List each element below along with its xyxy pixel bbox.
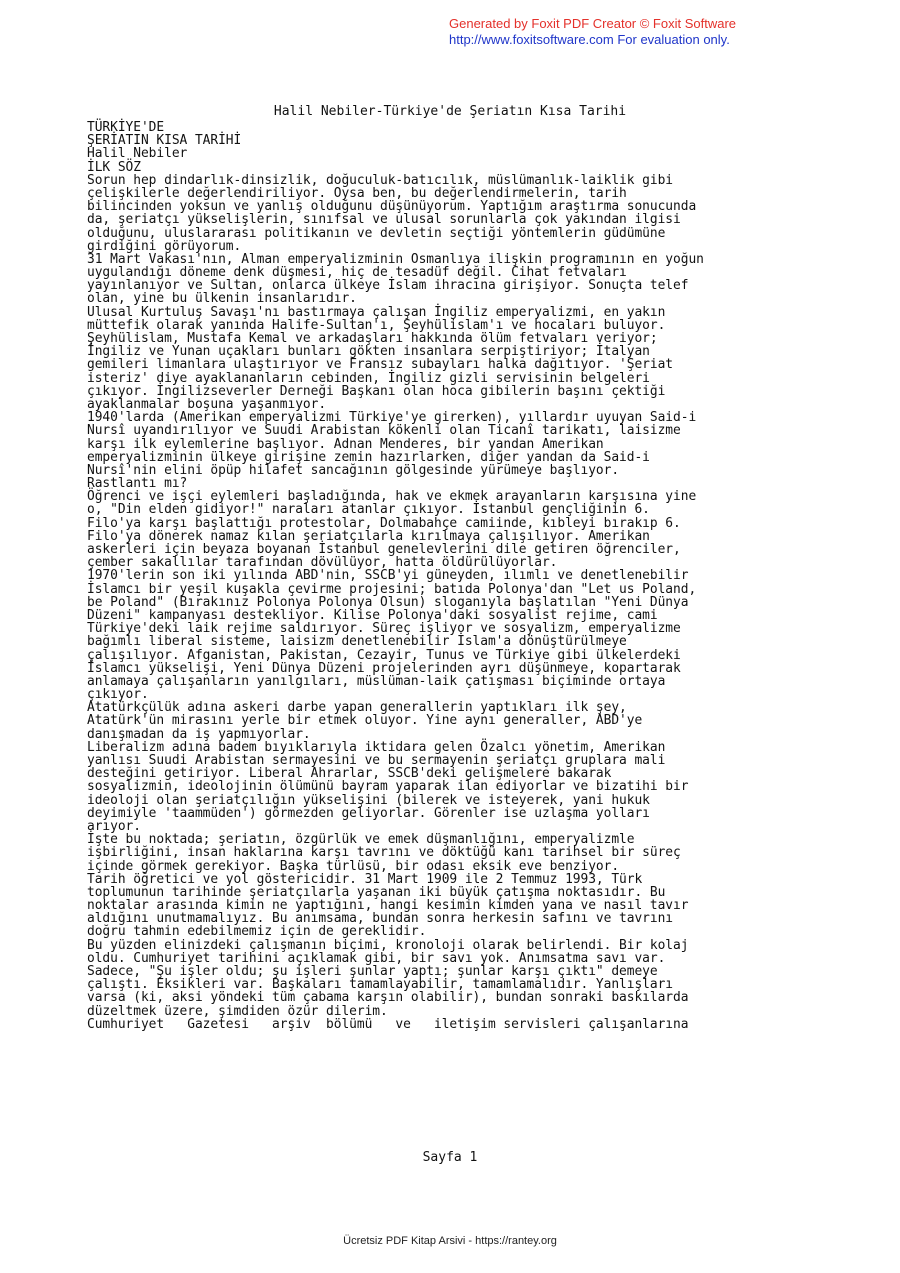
text-line: desteğini getiriyor. Liberal Ahrarlar, SSCB'deki gelişmelere bakarak: [87, 766, 612, 782]
text-line: be Poland" (Bırakınız Polonya Polonya Olsun) sloganıyla başlatılan "Yeni Dünya: [87, 594, 689, 610]
text-line: İslamcı yükselişi, Yeni Dünya Düzeni projelerinden ayrı düşünmeye, kopartarak: [87, 660, 681, 676]
text-line: Türkiye'deki laik rejime saldırıyor. Süreç işliyor ve sosyalizm, emperyalizme: [87, 621, 681, 637]
text-line: bağımlı liberal sisteme, laisizm denetlenebilir İslam'a dönüştürülmeye: [87, 634, 627, 650]
text-line: çıkıyor. İngilizseverler Derneği Başkanı olan hoca gibilerin başını çektiği: [87, 383, 666, 399]
text-line: Şeyhülislam, Mustafa Kemal ve arkadaşları hakkında ölüm fetvaları veriyor;: [87, 331, 658, 346]
text-line: Tarih öğretici ve yol göstericidir. 31 Mart 1909 ile 2 Temmuz 1993, Türk: [87, 871, 643, 887]
text-line: çember sakallılar tarafından dövülüyor, hatta öldürülüyorlar.: [87, 555, 558, 571]
text-line: Sadece, "Şu işler oldu; şu işleri şunlar yaptı; şunlar karşı çıktı" demeye: [87, 964, 658, 979]
text-line: uygulandığı döneme denk düşmesi, hiç de tesadüf değil. Cihat fetvaları: [87, 265, 627, 281]
text-line: Atatürk'ün mirasını yerle bir etmek oluyor. Yine aynı generaller, ABD'ye: [87, 713, 643, 729]
text-line: TÜRKİYE'DE: [87, 120, 165, 135]
text-line: ideoloji olan şeriatçılığın yükselişini (bilerek ve isteyerek, yani hukuk: [87, 792, 650, 808]
text-line: olan, yine bu ülkenin insanlarıdır.: [87, 291, 357, 307]
page-number: Sayfa 1: [422, 1150, 478, 1165]
text-line: Ulusal Kurtuluş Savaşı'nı bastırmaya çalışan İngiliz emperyalizmi, en yakın: [87, 304, 666, 320]
text-line: 31 Mart Vakası'nın, Alman emperyalizminin Osmanlıya ilişkin programının en yoğun: [87, 251, 704, 267]
text-line: doğru tahmin edebilmemiz için de gereklidir.: [87, 924, 427, 940]
text-line: sosyalizmin, ideolojinin ölümünü bayram yaparak ilan ediyorlar ve bizatihi bir: [87, 779, 689, 795]
text-line: Bu yüzden elinizdeki çalışmanın biçimi, kronoloji olarak belirlendi. Bir kolaj: [87, 937, 689, 953]
text-line: çıkıyor.: [87, 687, 149, 703]
text-line: İLK SÖZ: [87, 159, 141, 175]
text-line: o, "Din elden gidiyor!" naraları atanlar çıkıyor. İstanbul gençliğinin 6.: [87, 502, 650, 518]
text-line: yayınlanıyor ve Sultan, onlarca ülkeye İslam ihracına girişiyor. Sonuçta telef: [87, 278, 689, 294]
text-line: anlamaya çalışanların yanılgıları, müslüman-laik çatışması biçiminde ortaya: [87, 673, 666, 689]
text-line: da, şeriatçı yükselişlerin, sınıfsal ve ulusal sorunlarla çok yakından ilgisi: [87, 212, 681, 228]
text-line: düzeltmek üzere, şimdiden özür dilerim.: [87, 1003, 388, 1019]
text-line: çalıştı. Eksikleri var. Başkaları tamamlayabilir, tamamlamalıdır. Yanlışları: [87, 977, 674, 993]
document-running-title: Halil Nebiler-Türkiye'de Şeriatın Kısa Tarihi: [273, 104, 627, 119]
text-line: Cumhuriyet Gazetesi arşiv bölümü ve iletişim servisleri çalışanlarına: [87, 1016, 689, 1032]
text-line: çelişkilerle değerlendiriliyor. Oysa ben, bu değerlendirmelerin, tarih: [87, 185, 627, 201]
text-line: müttefik olarak yanında Halife-Sultan'ı, Şeyhülislam'ı ve hocaları buluyor.: [87, 317, 666, 333]
text-line: isteriz' diye ayaklananların cebinden, İngiliz gizli servisinin belgeleri: [87, 370, 650, 386]
text-line: Filo'ya karşı başlattığı protestolar, Dolmabahçe camiinde, kıbleyi bırakıp 6.: [87, 515, 681, 531]
text-line: ayaklanmalar boşuna yaşanmıyor.: [87, 396, 327, 412]
text-line: Liberalizm adına badem bıyıklarıyla iktidara gelen Özalcı yönetim, Amerikan: [87, 739, 666, 755]
text-line: Atatürkçülük adına askeri darbe yapan generallerin yaptıkları ilk şey,: [87, 700, 627, 716]
text-line: danışmadan da iş yapmıyorlar.: [87, 726, 311, 742]
text-line: askerleri için beyaza boyanan İstanbul genelevlerini dile getiren öğrenciler,: [87, 542, 681, 557]
text-line: çalışılıyor. Afganistan, Pakistan, Cezayir, Tunus ve Türkiye gibi ülkelerdeki: [87, 647, 681, 663]
text-line: olduğunu, uluslararası politikanın ve devletin seçtiği yöntemlerin güdümüne: [87, 225, 666, 241]
text-line: Nursî uyandırılıyor ve Suudi Arabistan kökenli olan Ticanî tarikatı, laisizme: [87, 423, 681, 439]
text-line: içinde görmek gerekiyor. Başka türlüsü, bir odası eksik eve benziyor.: [87, 858, 620, 874]
text-line: varsa (ki, aksi yöndeki tüm çabama karşın olabilir), bundan sonraki baskılarda: [87, 990, 689, 1006]
text-line: Nursî'nin elini öpüp hilafet sancağının gölgesinde yürümeye başlıyor.: [87, 462, 620, 478]
text-line: ŞERİATIN KISA TARİHİ: [87, 133, 242, 149]
text-line: Halil Nebiler: [87, 146, 188, 162]
watermark-generator-line: Generated by Foxit PDF Creator © Foxit Software: [449, 16, 737, 31]
text-line: oldu. Cumhuriyet tarihini açıklamak gibi, bir savı yok. Anımsatma savı var.: [87, 950, 666, 966]
text-line: Sorun hep dindarlık-dinsizlik, doğuculuk-batıcılık, müslümanlık-laiklik gibi: [87, 172, 674, 188]
text-line: noktalar arasında kimin ne yaptığını, hangi kesimin kimden yana ve nasıl tavır: [87, 898, 689, 914]
text-line: girdiğini görüyorum.: [87, 238, 242, 254]
text-line: aldığını unutmamalıyız. Bu anımsama, bundan sonra herkesin safını ve tavrını: [87, 911, 674, 927]
text-line: Düzeni" kampanyası destekliyor. Kilise Polonya'daki sosyalist rejime, cami: [87, 607, 658, 623]
text-line: gemileri limanlara ulaştırıyor ve Fransız subayları halka dağıtıyor. 'Şeriat: [87, 357, 674, 373]
text-line: bilincinden yoksun ve yanlış olduğunu düşünüyorum. Yaptığım araştırma sonucunda: [87, 199, 697, 215]
text-line: İslamcı bir yeşil kuşakla çevirme projesini; batıda Polonya'dan "Let us Poland,: [87, 581, 697, 597]
text-line: Rastlantı mı?: [87, 476, 188, 492]
text-line: İşte bu noktada; şeriatın, özgürlük ve emek düşmanlığını, emperyalizmle: [87, 832, 635, 848]
text-line: 1940'larda (Amerikan emperyalizmi Türkiye'ye girerken), yıllardır uyuyan Said-i: [87, 410, 697, 426]
text-line: emperyalizminin ülkeye girişine zemin hazırlarken, diğer yandan da Said-i: [87, 449, 650, 465]
text-line: İngiliz ve Yunan uçakları bunları gökten insanlara serpiştiriyor; İtalyan: [87, 344, 650, 360]
text-line: işbirliğini, insan haklarına karşı tavrını ve döktüğü kanı tarihsel bir süreç: [87, 845, 681, 861]
text-line: karşı ilk eylemlerine başlıyor. Adnan Menderes, bir yandan Amerikan: [87, 436, 604, 452]
text-line: Filo'ya dönerek namaz kılan şeriatçılarla kırılmaya çalışılıyor. Amerikan: [87, 528, 650, 544]
text-line: toplumunun tarihinde şeriatçılarla yaşanan iki büyük çatışma noktasıdır. Bu: [87, 884, 666, 900]
text-line: arıyor.: [87, 818, 141, 834]
watermark-url-line[interactable]: http://www.foxitsoftware.com For evaluation only.: [449, 32, 730, 47]
text-line: 1970'lerin son iki yılında ABD'nin, SSCB'yi güneyden, ılımlı ve denetlenebilir: [87, 568, 689, 584]
footer-archive-credit: Ücretsiz PDF Kitap Arsivi - https://rantey.org: [343, 1235, 557, 1247]
text-line: Öğrenci ve işçi eylemleri başladığında, hak ve ekmek arayanların karşısına yine: [87, 489, 697, 505]
text-line: deyimiyle 'taammüden') görmezden geliyorlar. Görenler ise uzlaşma yolları: [87, 805, 650, 821]
text-line: yanlısı Suudi Arabistan sermayesini ve bu sermayenin şeriatçı gruplara mali: [87, 753, 666, 768]
document-body: [87, 121, 827, 1031]
